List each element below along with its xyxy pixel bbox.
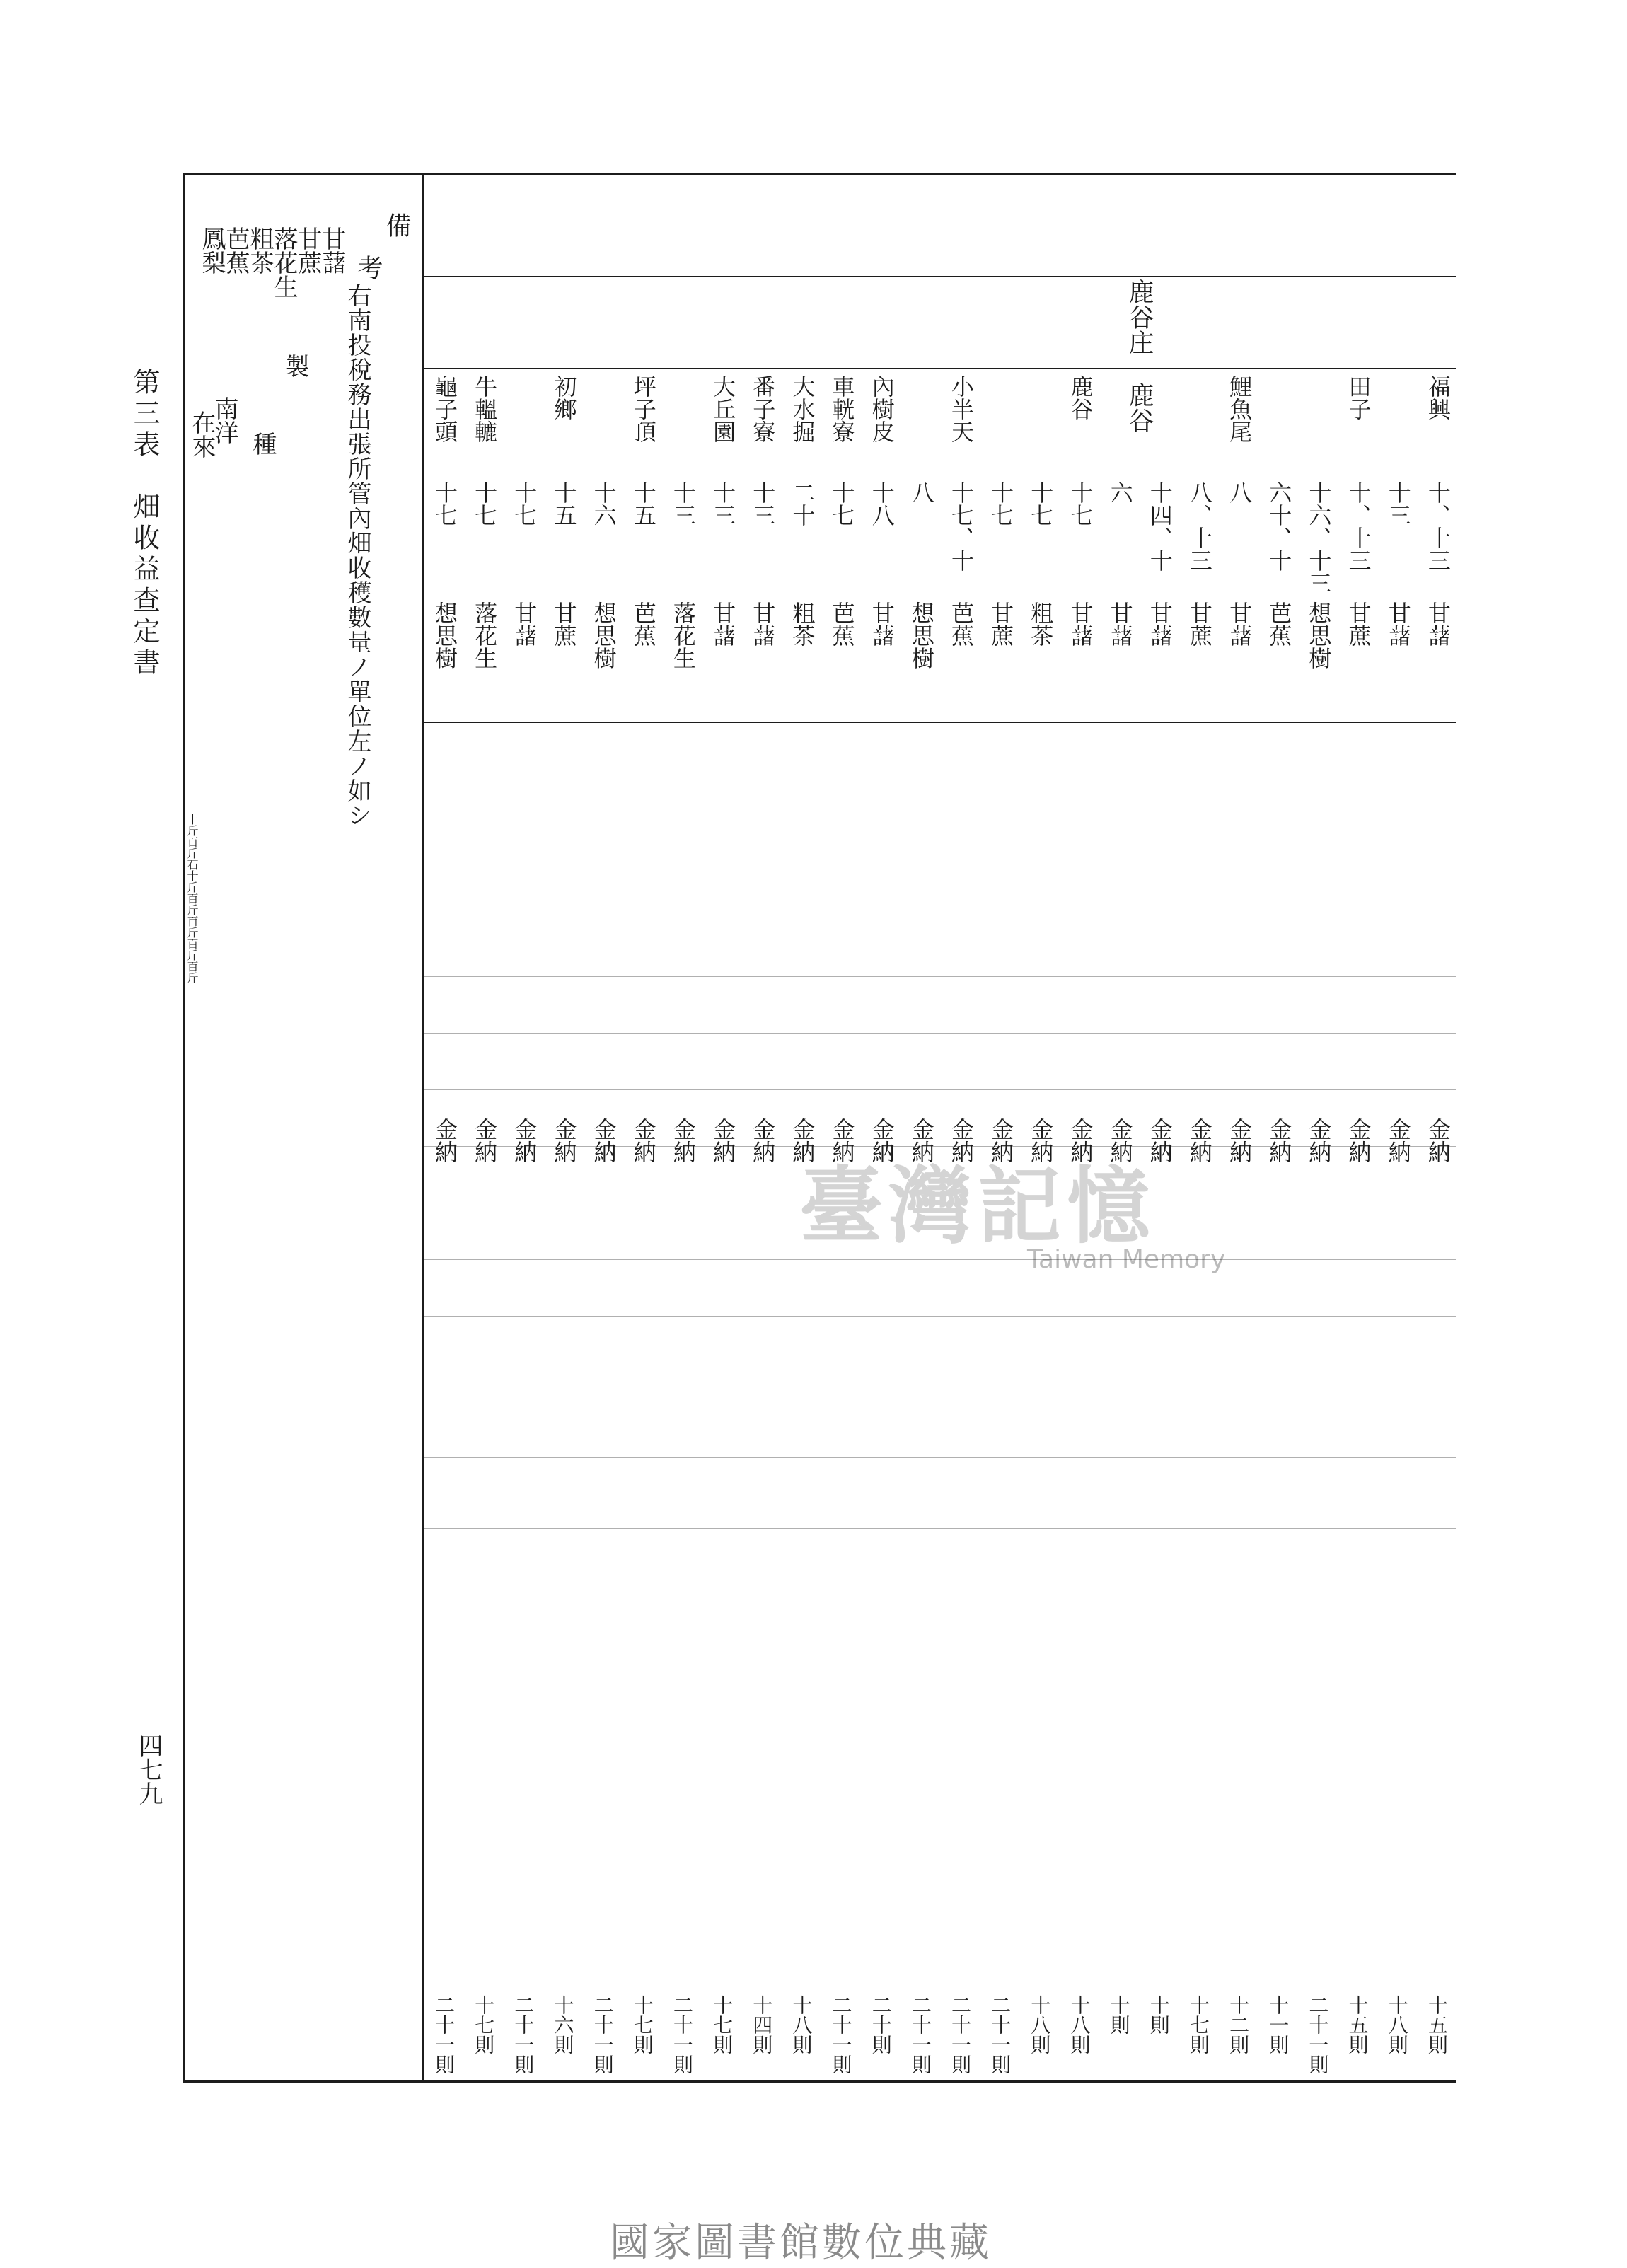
grade-label: 二十一則: [829, 1995, 853, 2074]
table-column: [1422, 368, 1464, 2080]
crop-name: 甘藷: [749, 601, 777, 647]
village-name: 初鄉: [550, 375, 578, 420]
payment-type: 金納: [1106, 1118, 1134, 1163]
table-column: [429, 368, 471, 2080]
table-column: [627, 368, 670, 2080]
note-unit-5: 芭蕉: [221, 226, 250, 274]
plot-numbers: 十七: [1067, 481, 1094, 526]
grade-label: 十八則: [1385, 1995, 1409, 2054]
plot-numbers: 十三: [710, 481, 737, 526]
payment-type: 金納: [1027, 1118, 1055, 1163]
payment-type: 金納: [590, 1118, 618, 1163]
table-title: 第三表 畑收益查定書: [129, 368, 160, 679]
notes-label: 備: [382, 212, 411, 238]
payment-type: 金納: [1345, 1118, 1372, 1163]
crop-name: 芭蕉: [630, 601, 657, 647]
crop-name: 甘蔗: [550, 601, 578, 647]
crop-name: 芭蕉: [1266, 601, 1293, 647]
plot-numbers: 十七: [828, 481, 856, 526]
crop-name: 想思樹: [908, 601, 935, 669]
grade-label: 十二則: [1227, 1995, 1251, 2054]
header-rule: [424, 276, 1456, 277]
payment-type: 金納: [868, 1118, 896, 1163]
village-name: 龜子頭: [432, 375, 458, 443]
village-name: 番子寮: [749, 375, 777, 443]
crop-name: 甘蔗: [988, 601, 1015, 647]
village-name: 內樹皮: [868, 375, 896, 443]
table-column: [667, 368, 710, 2080]
village-name: 大水掘: [789, 375, 816, 443]
payment-type: 金納: [1384, 1118, 1412, 1163]
grade-label: 十七則: [1186, 1995, 1210, 2054]
plot-numbers: 十四、十: [1146, 481, 1174, 572]
crop-name: 落花生: [669, 601, 697, 669]
plot-numbers: 八、十三: [1186, 481, 1213, 572]
village-name: 坪子頂: [630, 375, 657, 443]
crop-name: 芭蕉: [948, 601, 975, 647]
grade-label: 二十一則: [908, 1995, 932, 2074]
grade-label: 二十一則: [591, 1995, 615, 2074]
note-unit-1: 甘藷: [318, 226, 346, 274]
grade-label: 十八則: [789, 1995, 814, 2054]
payment-type: 金納: [1146, 1118, 1174, 1163]
note-unit-3: 落花生: [270, 226, 298, 299]
grade-label: 十則: [1147, 1995, 1171, 2035]
payment-type: 金納: [789, 1118, 816, 1163]
payment-type: 金納: [828, 1118, 856, 1163]
grade-label: 十八則: [1067, 1995, 1092, 2054]
plot-numbers: 十、十三: [1345, 481, 1372, 572]
village-name: 鹿谷: [1067, 375, 1094, 420]
grade-label: 十七則: [472, 1995, 496, 2054]
grade-label: 十六則: [551, 1995, 575, 2054]
note-unit-2: 甘蔗: [294, 226, 322, 274]
crop-name: 甘藷: [1384, 601, 1412, 647]
row-separator: [424, 1033, 1456, 1034]
crop-name: 甘藷: [710, 601, 737, 647]
crop-name: 想思樹: [1305, 601, 1333, 669]
note-unit-4: 粗茶: [245, 226, 274, 274]
row-separator: [424, 1457, 1456, 1458]
note-extra-2: 南洋: [210, 396, 238, 444]
crop-name: 粗茶: [1027, 601, 1055, 647]
table-column: [1302, 368, 1345, 2080]
plot-numbers: 十六: [590, 481, 618, 526]
top-rule: [183, 173, 1456, 175]
payment-type: 金納: [550, 1118, 578, 1163]
plot-numbers: 十八: [868, 481, 896, 526]
table-column: [508, 368, 550, 2080]
crop-name: 芭蕉: [828, 601, 856, 647]
plot-numbers: 六十、十: [1266, 481, 1293, 572]
grade-label: 十七則: [630, 1995, 654, 2054]
crop-name: 想思樹: [432, 601, 458, 669]
plot-numbers: 八: [1226, 481, 1253, 504]
grade-label: 二十則: [869, 1995, 893, 2054]
table-column: [548, 368, 590, 2080]
grade-label: 十則: [1107, 1995, 1131, 2035]
crop-name: 甘藷: [511, 601, 538, 647]
plot-numbers: 十三: [669, 481, 697, 526]
plot-numbers: 十七: [1027, 481, 1055, 526]
payment-type: 金納: [432, 1118, 458, 1163]
crop-name: 甘蔗: [1345, 601, 1372, 647]
payment-type: 金納: [471, 1118, 499, 1163]
table-column: [707, 368, 749, 2080]
crop-name: 甘藷: [1067, 601, 1094, 647]
bottom-rule: [183, 2080, 1456, 2083]
payment-type: 金納: [749, 1118, 777, 1163]
village-name: 小半天: [948, 375, 975, 443]
plot-numbers: 十、十三: [1424, 481, 1452, 572]
payment-type: 金納: [630, 1118, 657, 1163]
table-column: [1343, 368, 1385, 2080]
grade-label: 十五則: [1345, 1995, 1370, 2054]
crop-name: 甘藷: [868, 601, 896, 647]
payment-type: 金納: [1067, 1118, 1094, 1163]
grade-label: 二十一則: [670, 1995, 694, 2074]
payment-type: 金納: [988, 1118, 1015, 1163]
payment-type: 金納: [1424, 1118, 1452, 1163]
crop-name: 甘藷: [1106, 601, 1134, 647]
district-name: 鹿谷: [1125, 382, 1154, 433]
plot-numbers: 二十: [789, 481, 816, 526]
village-name: 鯉魚尾: [1226, 375, 1253, 443]
township-name: 鹿谷庄: [1125, 279, 1154, 355]
row-separator: [424, 1146, 1456, 1147]
row-separator: [424, 1089, 1456, 1090]
table-column: [1382, 368, 1425, 2080]
plot-numbers: 十七、十: [948, 481, 975, 572]
payment-type: 金納: [1266, 1118, 1293, 1163]
village-name: 大丘園: [710, 375, 737, 443]
page-number: 四七九: [134, 1733, 163, 1805]
plot-numbers: 十三: [749, 481, 777, 526]
crop-name: 粗茶: [789, 601, 816, 647]
grade-label: 二十一則: [511, 1995, 535, 2074]
note-extra-3: 在來: [187, 410, 216, 458]
village-name: 牛轀轆: [471, 375, 499, 443]
archive-caption: 國家圖書館數位典藏: [610, 2220, 992, 2266]
note-extra-4: 種: [248, 432, 277, 456]
payment-type: 金納: [908, 1118, 935, 1163]
village-name: 田子: [1345, 375, 1372, 420]
payment-type: 金納: [948, 1118, 975, 1163]
crop-name: 甘藷: [1226, 601, 1253, 647]
table-column: [588, 368, 630, 2080]
crop-name: 甘藷: [1146, 601, 1174, 647]
row-separator: [424, 976, 1456, 977]
grade-label: 二十一則: [1306, 1995, 1330, 2074]
grade-label: 二十一則: [988, 1995, 1012, 2074]
plot-numbers: 十三: [1384, 481, 1412, 526]
plot-numbers: 十七: [471, 481, 499, 526]
village-name: 福興: [1424, 375, 1452, 420]
grade-label: 十七則: [710, 1995, 734, 2054]
crop-name: 落花生: [471, 601, 499, 669]
watermark-english: Taiwan Memory: [1027, 1245, 1226, 1274]
payment-type: 金納: [511, 1118, 538, 1163]
grade-label: 二十一則: [432, 1995, 456, 2074]
village-name: 車輄寮: [828, 375, 856, 443]
row-separator: [424, 1528, 1456, 1529]
grade-label: 十五則: [1425, 1995, 1449, 2054]
note-extra-1: 製: [281, 354, 309, 378]
plot-numbers: 六: [1106, 481, 1134, 504]
table-column: [746, 368, 789, 2080]
plot-numbers: 十五: [550, 481, 578, 526]
payment-type: 金納: [1305, 1118, 1333, 1163]
crop-name: 甘蔗: [1186, 601, 1213, 647]
notes-text: 右南投稅務出張所管內畑收穫數量ノ單位左ノ如シ: [343, 283, 371, 828]
note-unit-6: 鳳梨: [197, 226, 226, 274]
payment-type: 金納: [1186, 1118, 1213, 1163]
plot-numbers: 十七: [511, 481, 538, 526]
payment-type: 金納: [1226, 1118, 1253, 1163]
grade-label: 二十一則: [949, 1995, 972, 2074]
table-column: [468, 368, 511, 2080]
plot-numbers: 十七: [988, 481, 1015, 526]
plot-numbers: 十七: [432, 481, 458, 526]
grade-label: 十八則: [1028, 1995, 1052, 2054]
plot-numbers: 十六、十三: [1305, 481, 1333, 594]
plot-numbers: 八: [908, 481, 935, 504]
crop-name: 甘藷: [1424, 601, 1452, 647]
payment-type: 金納: [669, 1118, 697, 1163]
payment-type: 金納: [710, 1118, 737, 1163]
row-separator: [424, 1316, 1456, 1317]
plot-numbers: 十五: [630, 481, 657, 526]
unit-weights: 十斤百斤石十斤百斤百斤百斤百斤: [185, 814, 199, 983]
row-separator: [424, 1259, 1456, 1260]
grade-label: 十一則: [1266, 1995, 1290, 2054]
left-frame-rule: [183, 173, 185, 2083]
grade-label: 十四則: [750, 1995, 774, 2054]
notes-sub-label: 考: [354, 255, 383, 280]
watermark-chinese: 臺灣記憶: [799, 1157, 1157, 1255]
notes-divider: [422, 173, 424, 2083]
crop-name: 想思樹: [590, 601, 618, 669]
